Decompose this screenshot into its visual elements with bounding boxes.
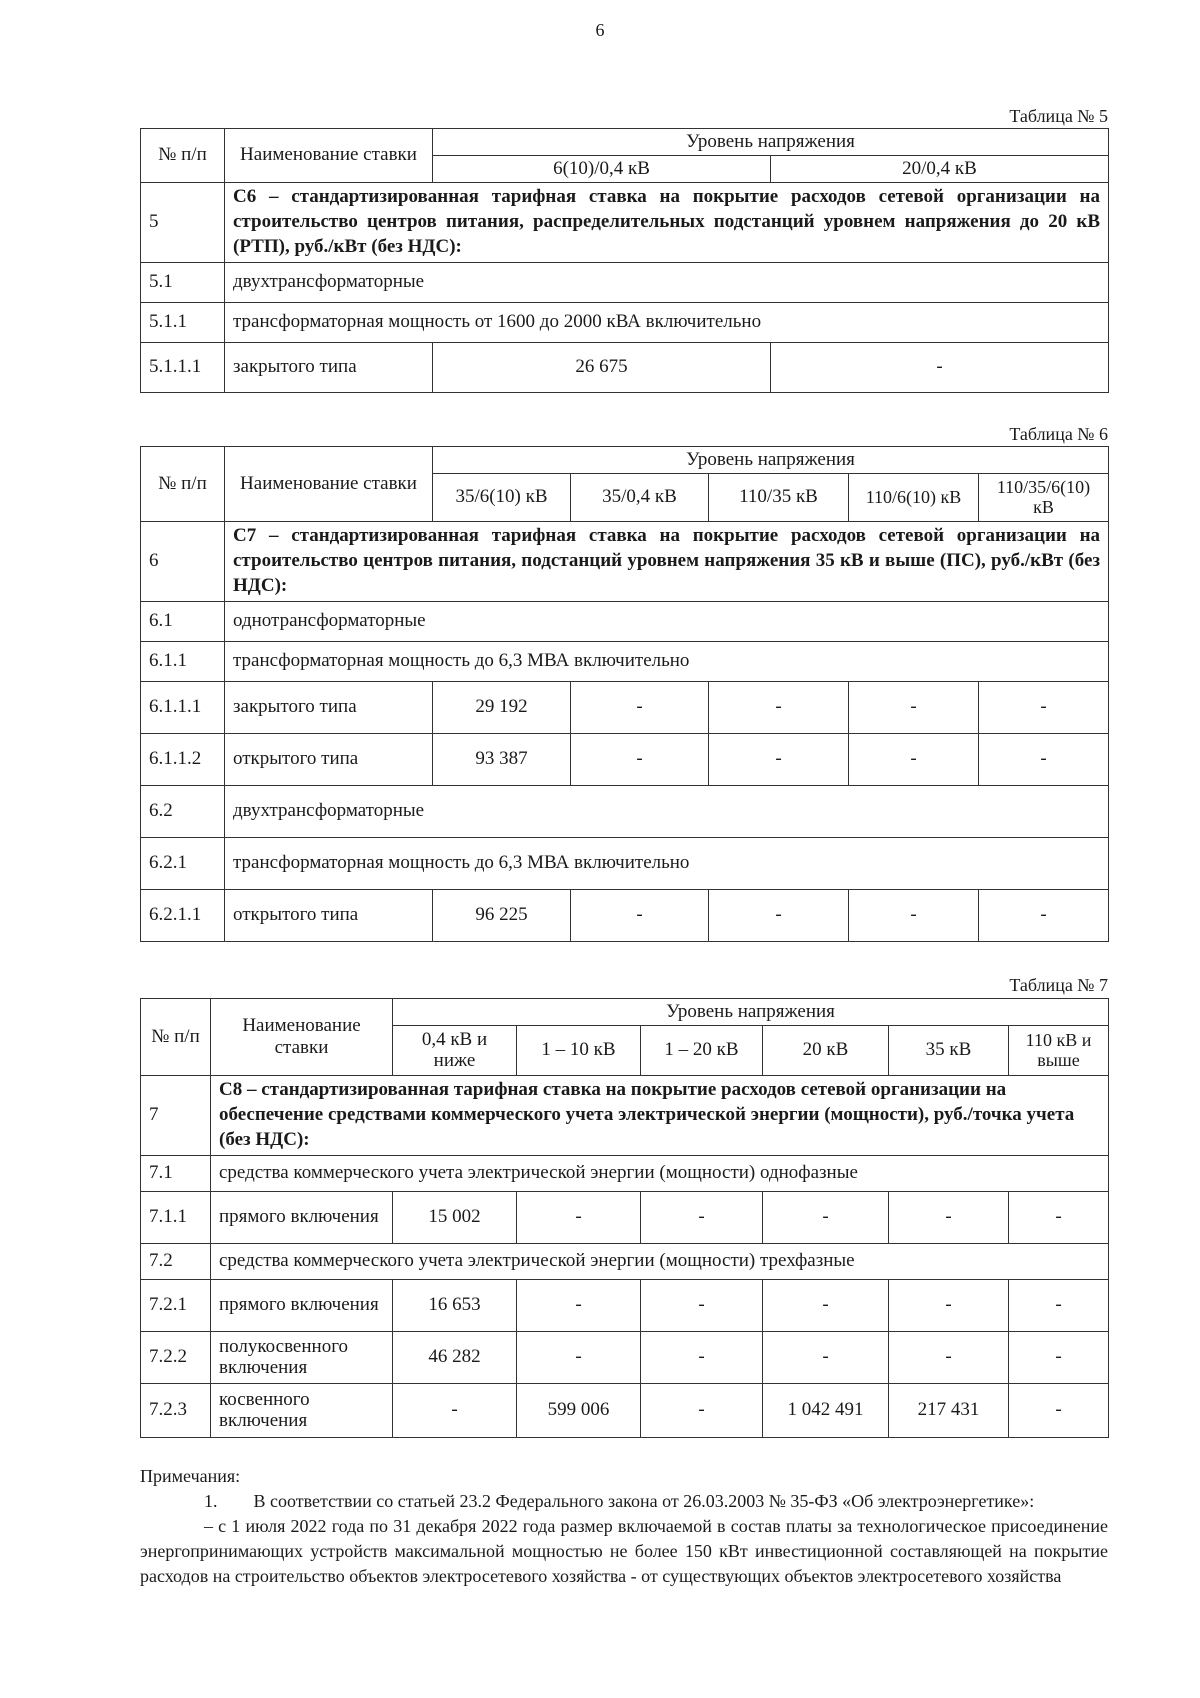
header-col: 20 кВ [763,1025,889,1075]
row-name: прямого включения [211,1279,393,1331]
value-cell: 16 653 [393,1279,517,1331]
value-cell: - [1009,1331,1109,1383]
row-text: двухтрансформаторные [225,262,1109,302]
table-7 [140,998,1109,1438]
value-cell: - [1009,1279,1109,1331]
table-5 [140,128,1109,393]
row-text: трансформаторная мощность от 1600 до 2000 кВА включительно [225,302,1109,342]
table-7-caption: Таблица № 7 [1009,975,1108,995]
value-cell: 26 675 [433,342,771,392]
table-6 [140,446,1109,942]
row-text: средства коммерческого учета электрической энергии (мощности) трехфазные [211,1243,1109,1279]
row-name: открытого типа [225,733,433,785]
row-num: 5.1 [141,262,225,302]
section-title: С7 – стандартизированная тарифная ставка на покрытие расходов сетевой организации на строительство центров питания, подстанций уровнем напряжения 35 кВ и выше (ПС), руб./кВт (без НДС): [225,521,1109,601]
value-cell: 29 192 [433,681,571,733]
value-cell: - [889,1279,1009,1331]
value-cell: - [393,1383,517,1437]
value-cell: - [979,681,1109,733]
value-cell: 15 002 [393,1191,517,1243]
value-cell: - [517,1191,641,1243]
row-num: 6.1 [141,601,225,641]
header-num: № п/п [141,999,211,1076]
section-title: С8 – стандартизированная тарифная ставка на покрытие расходов сетевой организации на обеспечение средствами коммерческого учета электрической энергии (мощности), руб./точка учета (без НДС): [211,1075,1109,1155]
row-num: 7 [141,1075,211,1155]
row-num: 5.1.1 [141,302,225,342]
value-cell: - [571,681,709,733]
value-cell: 217 431 [889,1383,1009,1437]
section-title: С6 – стандартизированная тарифная ставка на покрытие расходов сетевой организации на строительство центров питания, распределительных подстанций уровнем напряжения до 20 кВ (РТП), руб./кВт (без НДС): [225,182,1109,262]
row-name: прямого включения [211,1191,393,1243]
row-num: 7.1.1 [141,1191,211,1243]
row-num: 7.2.2 [141,1331,211,1383]
value-cell: - [979,889,1109,941]
value-cell: - [641,1191,763,1243]
header-col: 35 кВ [889,1025,1009,1075]
row-num: 7.2.1 [141,1279,211,1331]
header-voltage-level: Уровень напряжения [393,999,1109,1026]
value-cell: 46 282 [393,1331,517,1383]
value-cell: - [1009,1191,1109,1243]
row-num: 6 [141,521,225,601]
header-num: № п/п [141,447,225,522]
row-num: 6.2.1.1 [141,889,225,941]
notes-title: Примечания: [140,1466,241,1486]
value-cell: - [571,889,709,941]
header-name: Наименование ставки [225,129,433,183]
table-6-caption: Таблица № 6 [1009,424,1108,444]
row-name: полукосвенного включения [211,1331,393,1383]
row-text: двухтрансформаторные [225,785,1109,837]
value-cell: - [849,889,979,941]
value-cell: - [641,1279,763,1331]
value-cell: - [709,681,849,733]
value-cell: 93 387 [433,733,571,785]
value-cell: - [849,733,979,785]
value-cell: - [517,1331,641,1383]
value-cell: 96 225 [433,889,571,941]
value-cell: - [889,1331,1009,1383]
row-num: 6.1.1.2 [141,733,225,785]
value-cell: - [571,733,709,785]
row-num: 6.1.1.1 [141,681,225,733]
header-col: 6(10)/0,4 кВ [433,155,771,182]
row-num: 7.2.3 [141,1383,211,1437]
value-cell: - [849,681,979,733]
notes [140,1464,1108,1589]
row-name: открытого типа [225,889,433,941]
value-cell: 1 042 491 [763,1383,889,1437]
page-number: 6 [595,20,605,40]
value-cell: - [517,1279,641,1331]
value-cell: - [709,733,849,785]
header-col: 1 – 10 кВ [517,1025,641,1075]
value-cell: - [763,1279,889,1331]
header-col: 35/6(10) кВ [433,473,571,521]
header-voltage-level: Уровень напряжения [433,447,1109,474]
header-voltage-level: Уровень напряжения [433,129,1109,156]
row-num: 6.1.1 [141,641,225,681]
table-5-caption: Таблица № 5 [1009,106,1108,126]
header-num: № п/п [141,129,225,183]
value-cell: - [641,1331,763,1383]
header-col: 110/6(10) кВ [849,473,979,521]
row-text: средства коммерческого учета электрической энергии (мощности) однофазные [211,1155,1109,1191]
row-num: 6.2.1 [141,837,225,889]
value-cell: - [889,1191,1009,1243]
header-col: 1 – 20 кВ [641,1025,763,1075]
row-num: 6.2 [141,785,225,837]
row-name: косвенного включения [211,1383,393,1437]
row-text: однотрансформаторные [225,601,1109,641]
note-paragraph: 1. В соответствии со статьей 23.2 Федерального закона от 26.03.2003 № 35-ФЗ «Об электроэнергетике»: [204,1491,1035,1511]
header-name: Наименование ставки [225,447,433,522]
row-num: 5 [141,182,225,262]
value-cell: - [979,733,1109,785]
header-col: 35/0,4 кВ [571,473,709,521]
value-cell: - [1009,1383,1109,1437]
value-cell: 599 006 [517,1383,641,1437]
row-name: закрытого типа [225,342,433,392]
value-cell: - [763,1191,889,1243]
note-paragraph: – с 1 июля 2022 года по 31 декабря 2022 года размер включаемой в состав платы за технологическое присоединение энергопринимающих устройств максимальной мощностью не более 150 кВт инвестиционной составляющей на покрытие расходов на строительство объектов электросетевого хозяйства - от существующих объектов электросетевого хозяйства [140,1516,1108,1586]
header-col: 110/35/6(10) кВ [979,473,1109,521]
header-col: 0,4 кВ и ниже [393,1025,517,1075]
row-num: 7.1 [141,1155,211,1191]
value-cell: - [709,889,849,941]
value-cell: - [641,1383,763,1437]
value-cell: - [763,1331,889,1383]
row-text: трансформаторная мощность до 6,3 МВА включительно [225,837,1109,889]
header-col: 20/0,4 кВ [771,155,1109,182]
row-num: 7.2 [141,1243,211,1279]
value-cell: - [771,342,1109,392]
header-col: 110 кВ и выше [1009,1025,1109,1075]
row-num: 5.1.1.1 [141,342,225,392]
row-text: трансформаторная мощность до 6,3 МВА включительно [225,641,1109,681]
header-col: 110/35 кВ [709,473,849,521]
header-name: Наименование ставки [211,999,393,1076]
row-name: закрытого типа [225,681,433,733]
